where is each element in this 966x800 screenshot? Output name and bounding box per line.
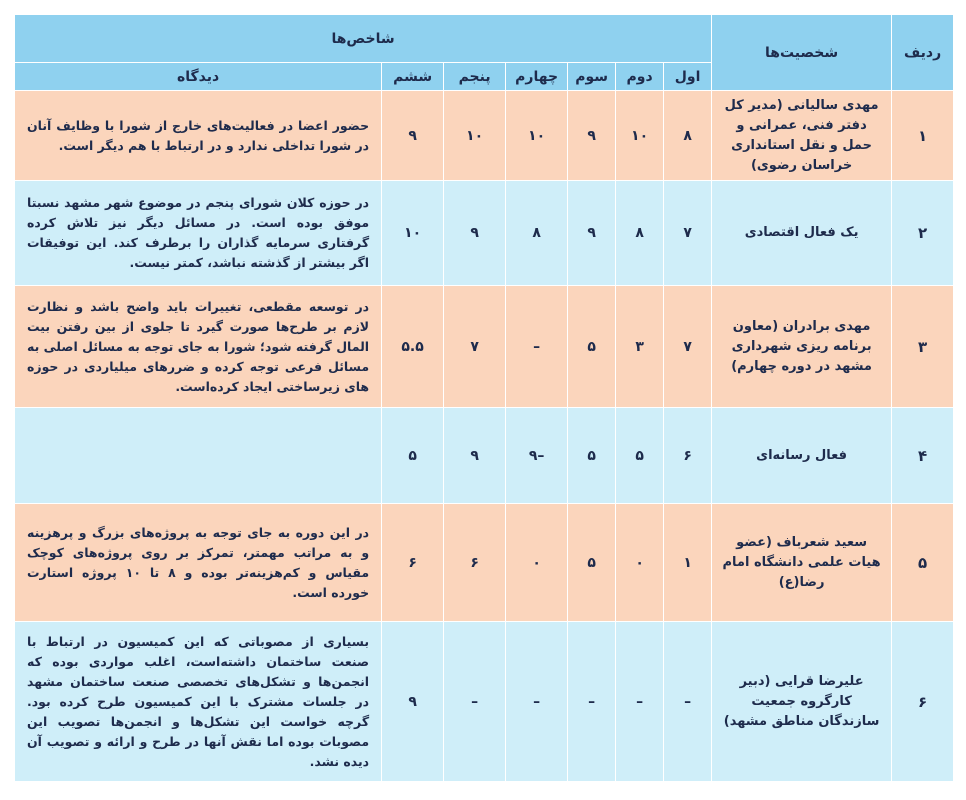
- person-name: علیرضا قرایی (دبیر کارگروه جمعیت سازندگان مناطق مشهد): [712, 622, 892, 782]
- person-name: سعید شعرباف (عضو هیات علمی دانشگاه امام رضا(ع): [712, 504, 892, 622]
- view-text: در این دوره به جای توجه به پروژه‌های بزرگ و پرهزینه و به مراتب مهمتر، تمرکز بر روی پروژه‌های کوچک مقیاس و کم‌هزینه‌تر بوده و ۸ تا ۱۰ پروژه استارت خورده است.: [15, 504, 382, 622]
- score-1: ۸: [664, 91, 712, 181]
- person-name: مهدی سالیانی (مدیر کل دفتر فنی، عمرانی و حمل و نقل استانداری خراسان رضوی): [712, 91, 892, 181]
- score-6: ۹: [382, 91, 444, 181]
- score-5: ۶: [444, 504, 506, 622]
- score-6: ۶: [382, 504, 444, 622]
- score-4: –: [506, 286, 568, 408]
- indicators-table-container: [14, 14, 953, 782]
- view-text: بسیاری از مصوباتی که این کمیسیون در ارتباط با صنعت ساختمان داشته‌است، اغلب مواردی بوده که انجمن‌ها و تشکل‌های تخصصی صنعت ساختمان مشهد در جلسات مشترک با این کمیسیون طرح کرده بود. گرچه خواست این تشکل‌ها و انجمن‌ها تصویب این مصوبات بوده اما نقش آنها در طرح و ارائه و تصویب آن دیده نشد.: [15, 622, 382, 782]
- row-number: ۴: [892, 408, 954, 504]
- score-1: ۷: [664, 286, 712, 408]
- header-person: شخصیت‌ها: [712, 15, 892, 91]
- score-3: ۵: [568, 408, 616, 504]
- score-4: ۸: [506, 181, 568, 286]
- score-4: –: [506, 622, 568, 782]
- row-number: ۳: [892, 286, 954, 408]
- score-2: ۰: [616, 504, 664, 622]
- score-2: ۳: [616, 286, 664, 408]
- view-text: [15, 408, 382, 504]
- table-row: [15, 504, 954, 622]
- header-view: دیدگاه: [15, 63, 382, 91]
- score-6: ۵.۵: [382, 286, 444, 408]
- header-col-3: سوم: [568, 63, 616, 91]
- header-col-2: دوم: [616, 63, 664, 91]
- row-number: ۲: [892, 181, 954, 286]
- table-row: [15, 286, 954, 408]
- score-1: ۷: [664, 181, 712, 286]
- table-row: [15, 181, 954, 286]
- header-col-6: ششم: [382, 63, 444, 91]
- row-number: ۱: [892, 91, 954, 181]
- view-text: در حوزه کلان شورای پنجم در موضوع شهر مشهد نسبتا موفق بوده است. در مسائل دیگر نیز تلاش کرده گرفتاری سرمایه گذاران را برطرف کند. این توفیقات اگر بیشتر از گذشته نباشد، کمتر نیست.: [15, 181, 382, 286]
- score-5: ۷: [444, 286, 506, 408]
- score-1: ۱: [664, 504, 712, 622]
- row-number: ۵: [892, 504, 954, 622]
- view-text: حضور اعضا در فعالیت‌های خارج از شورا با وظایف آنان در شورا تداخلی ندارد و در ارتباط با هم دیگر است.: [15, 91, 382, 181]
- table-row: [15, 408, 954, 504]
- score-3: ۵: [568, 504, 616, 622]
- score-4: –۹: [506, 408, 568, 504]
- score-1: –: [664, 622, 712, 782]
- header-col-1: اول: [664, 63, 712, 91]
- score-4: ۰: [506, 504, 568, 622]
- header-indicators: شاخص‌ها: [15, 15, 712, 63]
- score-3: –: [568, 622, 616, 782]
- score-2: ۱۰: [616, 91, 664, 181]
- score-3: ۹: [568, 181, 616, 286]
- score-3: ۹: [568, 91, 616, 181]
- score-6: ۵: [382, 408, 444, 504]
- score-5: ۹: [444, 408, 506, 504]
- view-text: در توسعه مقطعی، تغییرات باید واضح باشد و نظارت لازم بر طرح‌ها صورت گیرد تا جلوی از بین رفتن بیت المال گرفته شود؛ شورا به جای توجه به مسائل اصلی به مسائل فرعی توجه کرده و ضررهای میلیاردی در حوزه های زیرساختی ایجاد کرده‌است.: [15, 286, 382, 408]
- person-name: فعال رسانه‌ای: [712, 408, 892, 504]
- score-5: ۹: [444, 181, 506, 286]
- person-name: یک فعال اقتصادی: [712, 181, 892, 286]
- score-4: ۱۰: [506, 91, 568, 181]
- header-col-5: پنجم: [444, 63, 506, 91]
- score-6: ۹: [382, 622, 444, 782]
- score-6: ۱۰: [382, 181, 444, 286]
- score-5: ۱۰: [444, 91, 506, 181]
- header-row-no: ردیف: [892, 15, 954, 91]
- indicators-table: [14, 14, 954, 782]
- header-col-4: چهارم: [506, 63, 568, 91]
- row-number: ۶: [892, 622, 954, 782]
- score-2: –: [616, 622, 664, 782]
- table-row: [15, 91, 954, 181]
- score-1: ۶: [664, 408, 712, 504]
- table-row: [15, 622, 954, 782]
- person-name: مهدی برادران (معاون برنامه ریزی شهرداری مشهد در دوره چهارم): [712, 286, 892, 408]
- score-5: –: [444, 622, 506, 782]
- score-2: ۸: [616, 181, 664, 286]
- score-2: ۵: [616, 408, 664, 504]
- score-3: ۵: [568, 286, 616, 408]
